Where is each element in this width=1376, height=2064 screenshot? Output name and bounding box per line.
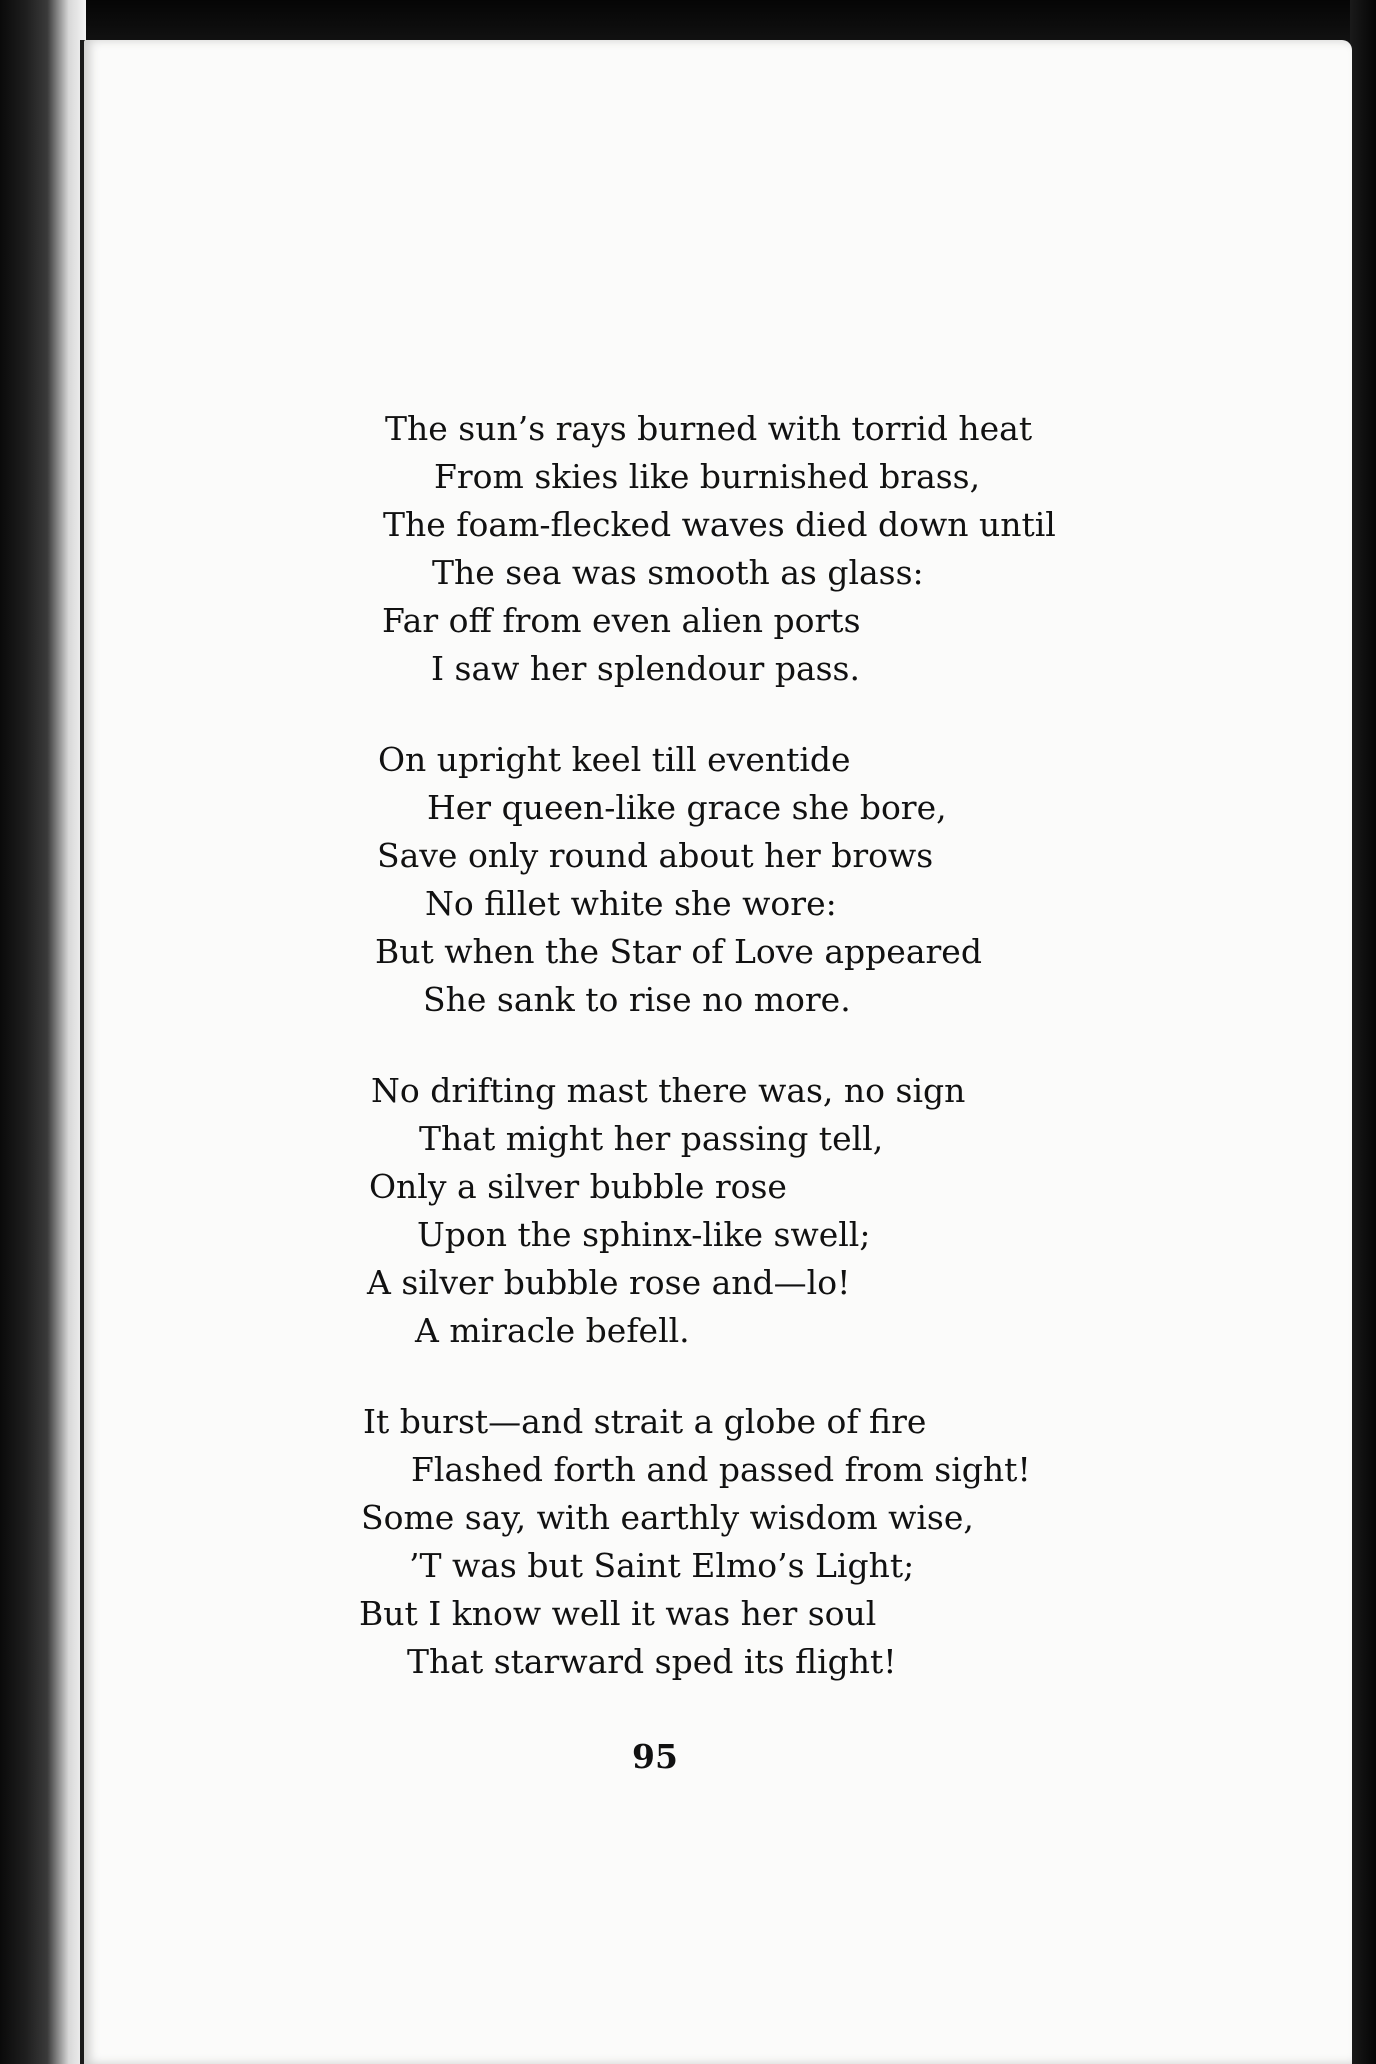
poem-line: But I know well it was her soul bbox=[359, 1594, 877, 1633]
page-number: 95 bbox=[632, 1737, 678, 1776]
poem-line: I saw her splendour pass. bbox=[431, 649, 860, 688]
poem-line: Save only round about her brows bbox=[377, 836, 934, 875]
poem-line: ’T was but Saint Elmo’s Light; bbox=[409, 1546, 915, 1585]
poem-line: Flashed forth and passed from sight! bbox=[411, 1450, 1031, 1489]
poem-line: Far off from even alien ports bbox=[382, 601, 861, 640]
poem-line: A silver bubble rose and—lo! bbox=[367, 1263, 851, 1302]
poem-line: The foam-flecked waves died down until bbox=[383, 505, 1056, 544]
poem-line: Only a silver bubble rose bbox=[369, 1167, 787, 1206]
poem-line: No drifting mast there was, no sign bbox=[371, 1071, 966, 1110]
poem-line: On upright keel till eventide bbox=[378, 740, 851, 779]
poem-line: From skies like burnished brass, bbox=[434, 457, 981, 496]
book-page bbox=[84, 40, 1352, 2064]
poem-line: It burst—and strait a globe of fire bbox=[363, 1402, 927, 1441]
poem-line: No fillet white she wore: bbox=[425, 884, 837, 923]
right-scan-edge bbox=[1350, 0, 1376, 2064]
poem-line: She sank to rise no more. bbox=[423, 980, 851, 1019]
poem-line: But when the Star of Love appeared bbox=[375, 932, 982, 971]
poem-line: A miracle befell. bbox=[415, 1311, 690, 1350]
poem-line: The sun’s rays burned with torrid heat bbox=[385, 409, 1033, 448]
poem-line: Upon the sphinx-like swell; bbox=[417, 1215, 871, 1254]
poem-line: That might her passing tell, bbox=[419, 1119, 884, 1158]
poem-line: That starward sped its flight! bbox=[407, 1642, 897, 1681]
poem-line: Her queen-like grace she bore, bbox=[427, 788, 947, 827]
poem-line: Some say, with earthly wisdom wise, bbox=[361, 1498, 974, 1537]
poem-line: The sea was smooth as glass: bbox=[432, 553, 924, 592]
left-binding-shadow bbox=[0, 0, 86, 2064]
poem bbox=[84, 40, 1352, 2064]
